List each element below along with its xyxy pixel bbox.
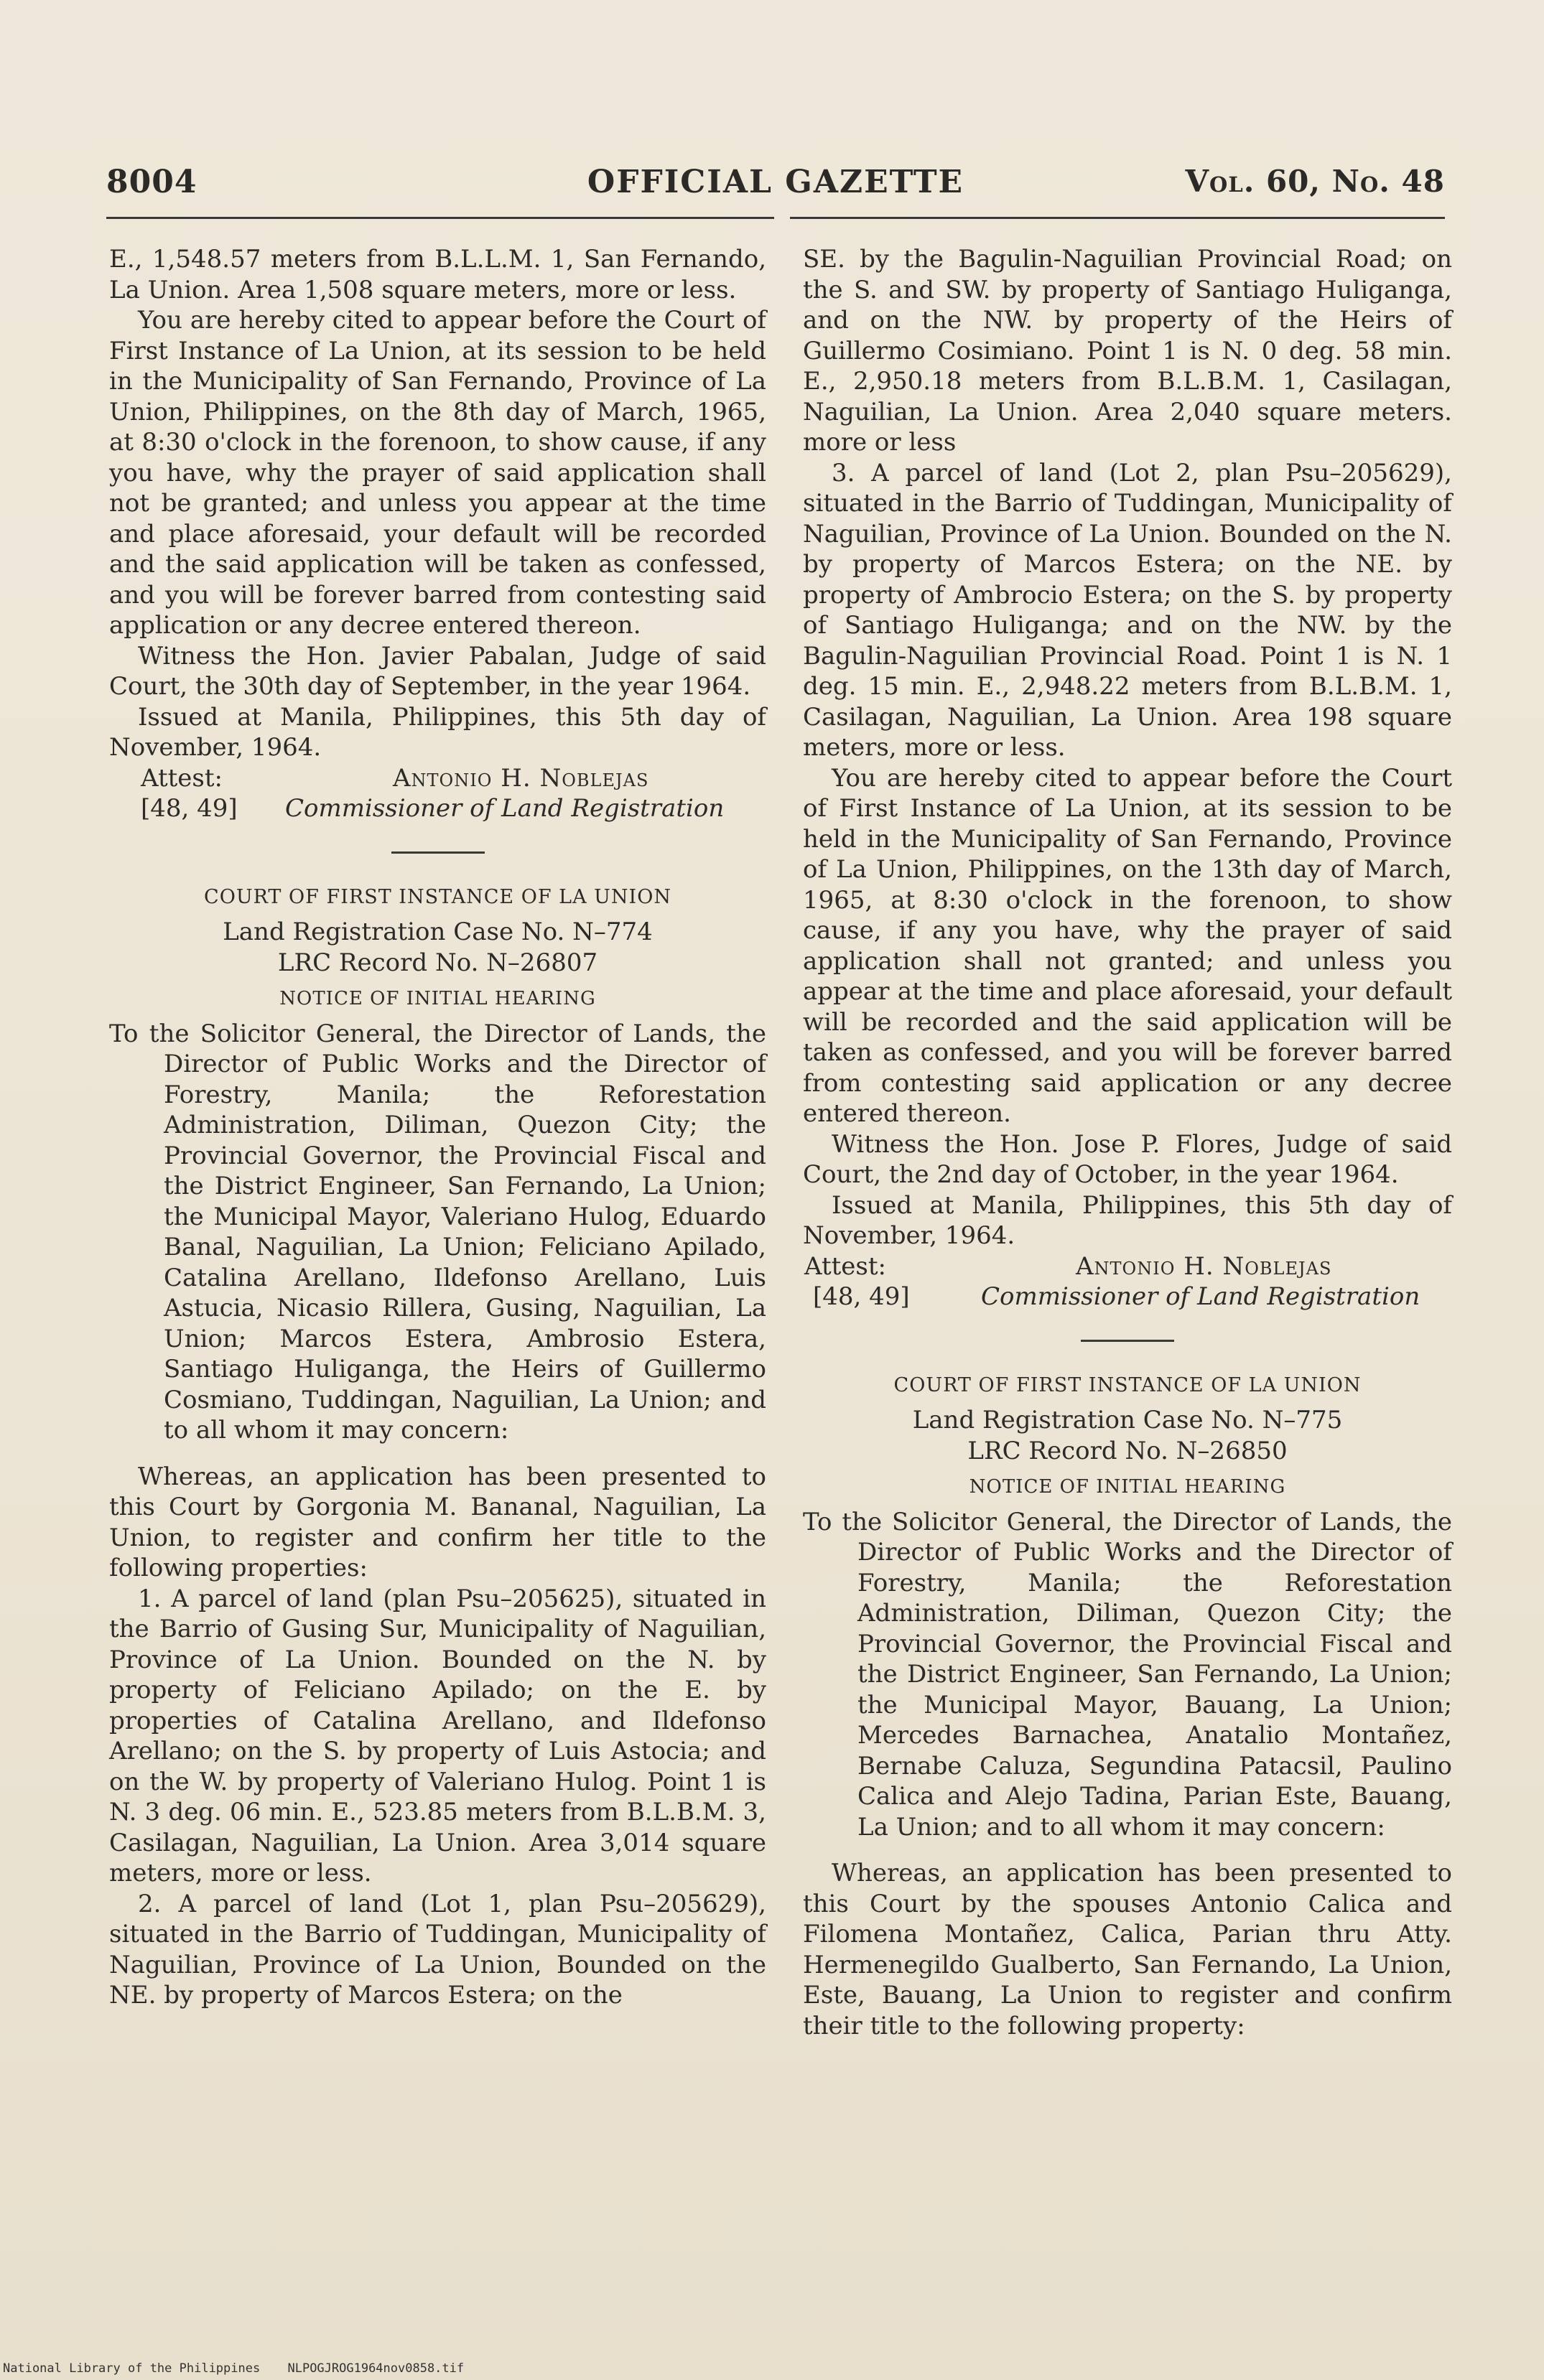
right-attest-ref: [48, 49] bbox=[813, 1282, 910, 1311]
left-column bbox=[109, 244, 766, 2011]
left-witness-paragraph: Witness the Hon. Javier Pabalan, Judge of said Court, the 30th day of September, in the year 1964. bbox=[109, 641, 766, 701]
left-attest-title: Commissioner of Land Registration bbox=[285, 793, 725, 823]
right-attest-label: Attest: bbox=[804, 1251, 886, 1281]
right-court-heading: COURT OF FIRST INSTANCE OF LA UNION bbox=[893, 1373, 1362, 1396]
right-case-number: Land Registration Case No. N–775 bbox=[912, 1406, 1343, 1434]
left-whereas: Whereas, an application has been presented to this Court by Gorgonia M. Bananal, Naguilian, La Union, to register and confirm her title to the following properties: bbox=[109, 1462, 766, 1582]
right-notice-heading: NOTICE OF INITIAL HEARING bbox=[969, 1476, 1286, 1498]
left-attest-ref: [48, 49] bbox=[141, 793, 238, 823]
right-item-3: 3. A parcel of land (Lot 2, plan Psu–205629), situated in the Barrio of Tuddingan, Municipality of Naguilian, Province of La Union. Bounded on the N. by property of Marcos Estera; on the NE. by property of Ambrocio Estera; on the S. by property of Santiago Huliganga; and on the NW. by the Bagulin-Naguilian Provincial Road. Point 1 is N. 1 deg. 15 min. E., 2,948.22 meters from B.L.B.M. 1, Casilagan, Naguilian, La Union. Area 198 square meters, more or less. bbox=[803, 458, 1452, 762]
left-attest-block bbox=[109, 763, 766, 824]
page-number: 8004 bbox=[106, 164, 197, 200]
left-attest-label: Attest: bbox=[141, 763, 223, 793]
left-item-1: 1. A parcel of land (plan Psu–205625), situated in the Barrio of Gusing Sur, Municipality of Naguilian, Province of La Union. Bounded on the N. by property of Feliciano Apilado; on the E. by properties of Catalina Arellano, and Ildefonso Arellano; on the S. by property of Luis Astocia; and on the W. by property of Valeriano Hulog. Point 1 is N. 3 deg. 06 min. E., 523.85 meters from B.L.B.M. 3, Casilagan, Naguilian, La Union. Area 3,014 square meters, more or less. bbox=[109, 1584, 766, 1887]
right-addressee: To the Solicitor General, the Director of Lands, the Director of Public Works and the Director of Forestry, Manila; the Reforestation Administration, Diliman, Quezon City; the Provincial Governor, the Provincial Fiscal and the District Engineer, San Fernando, La Union; the Municipal Mayor, Bauang, La Union; Mercedes Barnachea, Anatalio Montañez, Bernabe Caluza, Segundina Patacsil, Paulino Calica and Alejo Tadina, Parian Este, Bauang, La Union; and to all whom it may concern: bbox=[803, 1507, 1452, 1842]
left-notice-heading: NOTICE OF INITIAL HEARING bbox=[279, 988, 596, 1009]
left-attest-name: Antonio H. Noblejas bbox=[393, 763, 649, 793]
publication-title: OFFICIAL GAZETTE bbox=[587, 164, 964, 200]
left-case-number: Land Registration Case No. N–774 bbox=[223, 918, 653, 946]
right-issued-paragraph: Issued at Manila, Philippines, this 5th day of November, 1964. bbox=[803, 1190, 1452, 1250]
left-issued-paragraph: Issued at Manila, Philippines, this 5th day of November, 1964. bbox=[109, 702, 766, 762]
left-paragraph-1: E., 1,548.57 meters from B.L.L.M. 1, San Fernando, La Union. Area 1,508 square meters, more or less. bbox=[109, 245, 766, 304]
header-rule-right bbox=[790, 217, 1445, 219]
page-header bbox=[106, 164, 1445, 207]
left-addressee: To the Solicitor General, the Director of Lands, the Director of Public Works and the Director of Forestry, Manila; the Reforestation Administration, Diliman, Quezon City; the Provincial Governor, the Provincial Fiscal and the District Engineer, San Fernando, La Union; the Municipal Mayor, Valeriano Hulog, Eduardo Banal, Naguilian, La Union; Feliciano Apilado, Catalina Arellano, Ildefonso Arellano, Luis Astucia, Nicasio Rillera, Gusing, Naguilian, La Union; Marcos Estera, Ambrosio Estera, Santiago Huliganga, the Heirs of Guillermo Cosmiano, Tuddingan, Naguilian, La Union; and to all whom it may concern: bbox=[109, 1019, 766, 1445]
right-paragraph-1: SE. by the Bagulin-Naguilian Provincial Road; on the S. and SW. by property of Santiago Huliganga, and on the NW. by property of the Heirs of Guillermo Cosimiano. Point 1 is N. 0 deg. 58 min. E., 2,950.18 meters from B.L.B.M. 1, Casilagan, Naguilian, La Union. Area 2,040 square meters. more or less bbox=[803, 245, 1452, 457]
right-lrc-number: LRC Record No. N–26850 bbox=[967, 1436, 1288, 1465]
volume-number: Vol. 60, No. 48 bbox=[1185, 164, 1445, 199]
right-citation-paragraph: You are hereby cited to appear before the Court of First Instance of La Union, at its session to be held in the Municipality of San Fernando, Province of La Union, Philippines, on the 13th day of March, 1965, at 8:30 o'clock in the forenoon, to show cause, if any you have, why the prayer of said application shall not granted; and unless you appear at the time and place aforesaid, your default will be recorded and the said application will be taken as confessed, and you will be forever barred from contesting said application or any decree entered thereon. bbox=[803, 763, 1452, 1128]
right-column bbox=[803, 244, 1452, 2041]
right-attest-title: Commissioner of Land Registration bbox=[981, 1282, 1420, 1311]
section-separator bbox=[391, 851, 485, 854]
right-witness-paragraph: Witness the Hon. Jose P. Flores, Judge of said Court, the 2nd day of October, in the year 1964. bbox=[803, 1129, 1452, 1189]
right-attest-name: Antonio H. Noblejas bbox=[1076, 1251, 1332, 1281]
left-lrc-number: LRC Record No. N–26807 bbox=[277, 948, 598, 977]
section-separator bbox=[1081, 1340, 1174, 1342]
left-item-2: 2. A parcel of land (Lot 1, plan Psu–205629), situated in the Barrio of Tuddingan, Municipality of Naguilian, Province of La Union, Bounded on the NE. by property of Marcos Estera; on the bbox=[109, 1889, 766, 2010]
left-court-heading: COURT OF FIRST INSTANCE OF LA UNION bbox=[204, 885, 671, 908]
scan-footer bbox=[3, 2361, 484, 2376]
right-attest-block bbox=[803, 1251, 1452, 1312]
left-citation-paragraph: You are hereby cited to appear before the Court of First Instance of La Union, at its session to be held in the Municipality of San Fernando, Province of La Union, Philippines, on the 8th day of March, 1965, at 8:30 o'clock in the forenoon, to show cause, if any you have, why the prayer of said application shall not be granted; and unless you appear at the time and place aforesaid, your default will be recorded and the said application will be taken as confessed, and you will be forever barred from contesting said application or any decree entered thereon. bbox=[109, 306, 766, 640]
header-rule-left bbox=[106, 217, 774, 219]
right-whereas: Whereas, an application has been presented to this Court by the spouses Antonio Calica and Filomena Montañez, Calica, Parian thru Atty. Hermenegildo Gualberto, San Fernando, La Union, Este, Bauang, La Union to register and confirm their title to the following property: bbox=[803, 1859, 1452, 2040]
footer-library: National Library of the Philippines bbox=[3, 2361, 261, 2376]
footer-file: NLPOGJROG1964nov0858.tif bbox=[287, 2361, 465, 2376]
